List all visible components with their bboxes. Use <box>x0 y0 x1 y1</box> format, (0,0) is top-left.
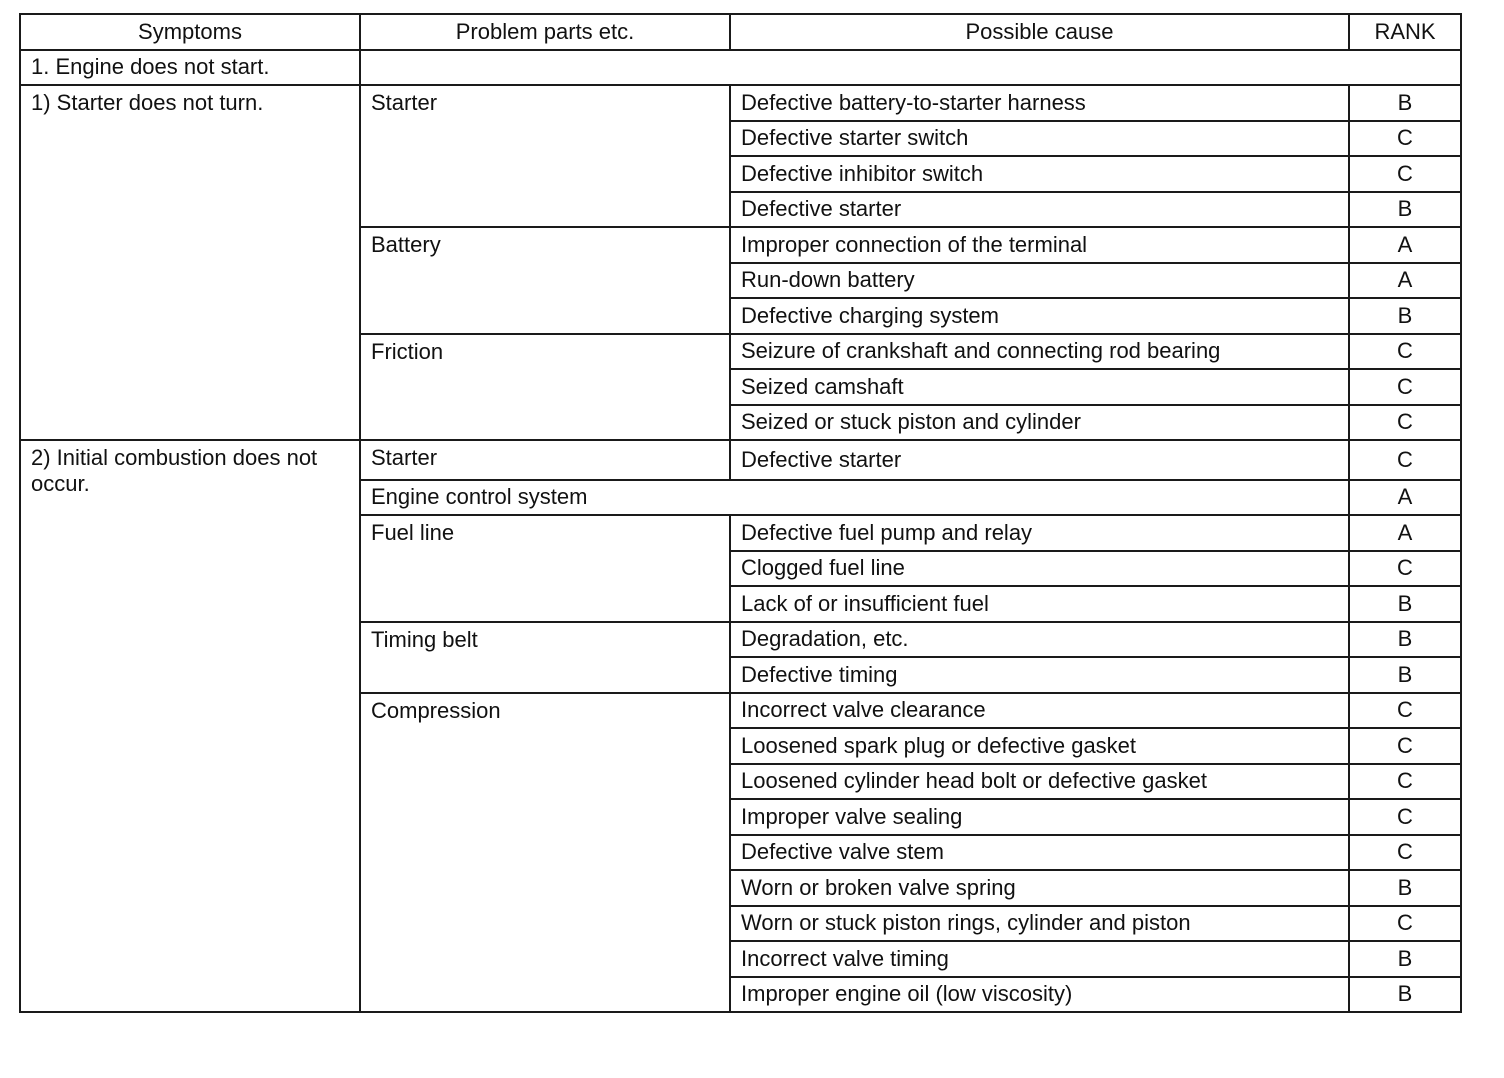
possible-cause-cell: Clogged fuel line <box>730 551 1349 587</box>
problem-part-cell: Fuel line <box>360 515 730 622</box>
possible-cause-cell: Defective inhibitor switch <box>730 156 1349 192</box>
rank-cell: C <box>1349 551 1461 587</box>
possible-cause-cell: Defective charging system <box>730 298 1349 334</box>
problem-part-cell: Friction <box>360 334 730 441</box>
rank-cell: C <box>1349 728 1461 764</box>
rank-cell: C <box>1349 405 1461 441</box>
header-problem-parts: Problem parts etc. <box>360 14 730 50</box>
table-row <box>20 440 1461 480</box>
rank-cell: A <box>1349 515 1461 551</box>
possible-cause-cell: Incorrect valve clearance <box>730 693 1349 729</box>
section-empty-cell <box>360 50 1461 86</box>
symptom-cell: 1) Starter does not turn. <box>20 85 360 440</box>
rank-cell: B <box>1349 870 1461 906</box>
problem-part-cell: Engine control system <box>360 480 1349 516</box>
rank-cell: C <box>1349 799 1461 835</box>
header-symptoms: Symptoms <box>20 14 360 50</box>
rank-cell: C <box>1349 906 1461 942</box>
possible-cause-cell: Worn or broken valve spring <box>730 870 1349 906</box>
problem-part-cell: Starter <box>360 440 730 480</box>
rank-cell: A <box>1349 263 1461 299</box>
header-possible-cause: Possible cause <box>730 14 1349 50</box>
rank-cell: B <box>1349 657 1461 693</box>
rank-cell: C <box>1349 369 1461 405</box>
rank-cell: C <box>1349 156 1461 192</box>
possible-cause-cell: Improper connection of the terminal <box>730 227 1349 263</box>
table-row <box>20 85 1461 121</box>
diagnosis-table <box>19 13 1462 1013</box>
problem-part-cell: Starter <box>360 85 730 227</box>
possible-cause-cell: Seized or stuck piston and cylinder <box>730 405 1349 441</box>
problem-part-cell: Battery <box>360 227 730 334</box>
rank-cell: C <box>1349 764 1461 800</box>
section-row <box>20 50 1461 86</box>
possible-cause-cell: Lack of or insufficient fuel <box>730 586 1349 622</box>
possible-cause-cell: Defective timing <box>730 657 1349 693</box>
rank-cell: C <box>1349 693 1461 729</box>
rank-cell: B <box>1349 941 1461 977</box>
rank-cell: B <box>1349 85 1461 121</box>
possible-cause-cell: Incorrect valve timing <box>730 941 1349 977</box>
rank-cell: B <box>1349 977 1461 1013</box>
possible-cause-cell: Defective starter <box>730 440 1349 480</box>
rank-cell: C <box>1349 334 1461 370</box>
possible-cause-cell: Loosened spark plug or defective gasket <box>730 728 1349 764</box>
rank-cell: B <box>1349 192 1461 228</box>
possible-cause-cell: Defective fuel pump and relay <box>730 515 1349 551</box>
possible-cause-cell: Defective battery-to-starter harness <box>730 85 1349 121</box>
table-body <box>20 50 1461 1013</box>
possible-cause-cell: Seized camshaft <box>730 369 1349 405</box>
rank-cell: B <box>1349 298 1461 334</box>
possible-cause-cell: Improper engine oil (low viscosity) <box>730 977 1349 1013</box>
symptom-cell: 2) Initial combustion does not occur. <box>20 440 360 1012</box>
rank-cell: C <box>1349 121 1461 157</box>
possible-cause-cell: Seizure of crankshaft and connecting rod bearing <box>730 334 1349 370</box>
section-title: 1. Engine does not start. <box>20 50 360 86</box>
possible-cause-cell: Improper valve sealing <box>730 799 1349 835</box>
problem-part-cell: Timing belt <box>360 622 730 693</box>
rank-cell: A <box>1349 480 1461 516</box>
header-row <box>20 14 1461 50</box>
header-rank: RANK <box>1349 14 1461 50</box>
possible-cause-cell: Defective valve stem <box>730 835 1349 871</box>
rank-cell: C <box>1349 835 1461 871</box>
problem-part-cell: Compression <box>360 693 730 1013</box>
possible-cause-cell: Run-down battery <box>730 263 1349 299</box>
rank-cell: C <box>1349 440 1461 480</box>
possible-cause-cell: Defective starter <box>730 192 1349 228</box>
possible-cause-cell: Degradation, etc. <box>730 622 1349 658</box>
rank-cell: B <box>1349 622 1461 658</box>
rank-cell: A <box>1349 227 1461 263</box>
possible-cause-cell: Loosened cylinder head bolt or defective gasket <box>730 764 1349 800</box>
possible-cause-cell: Worn or stuck piston rings, cylinder and piston <box>730 906 1349 942</box>
rank-cell: B <box>1349 586 1461 622</box>
possible-cause-cell: Defective starter switch <box>730 121 1349 157</box>
